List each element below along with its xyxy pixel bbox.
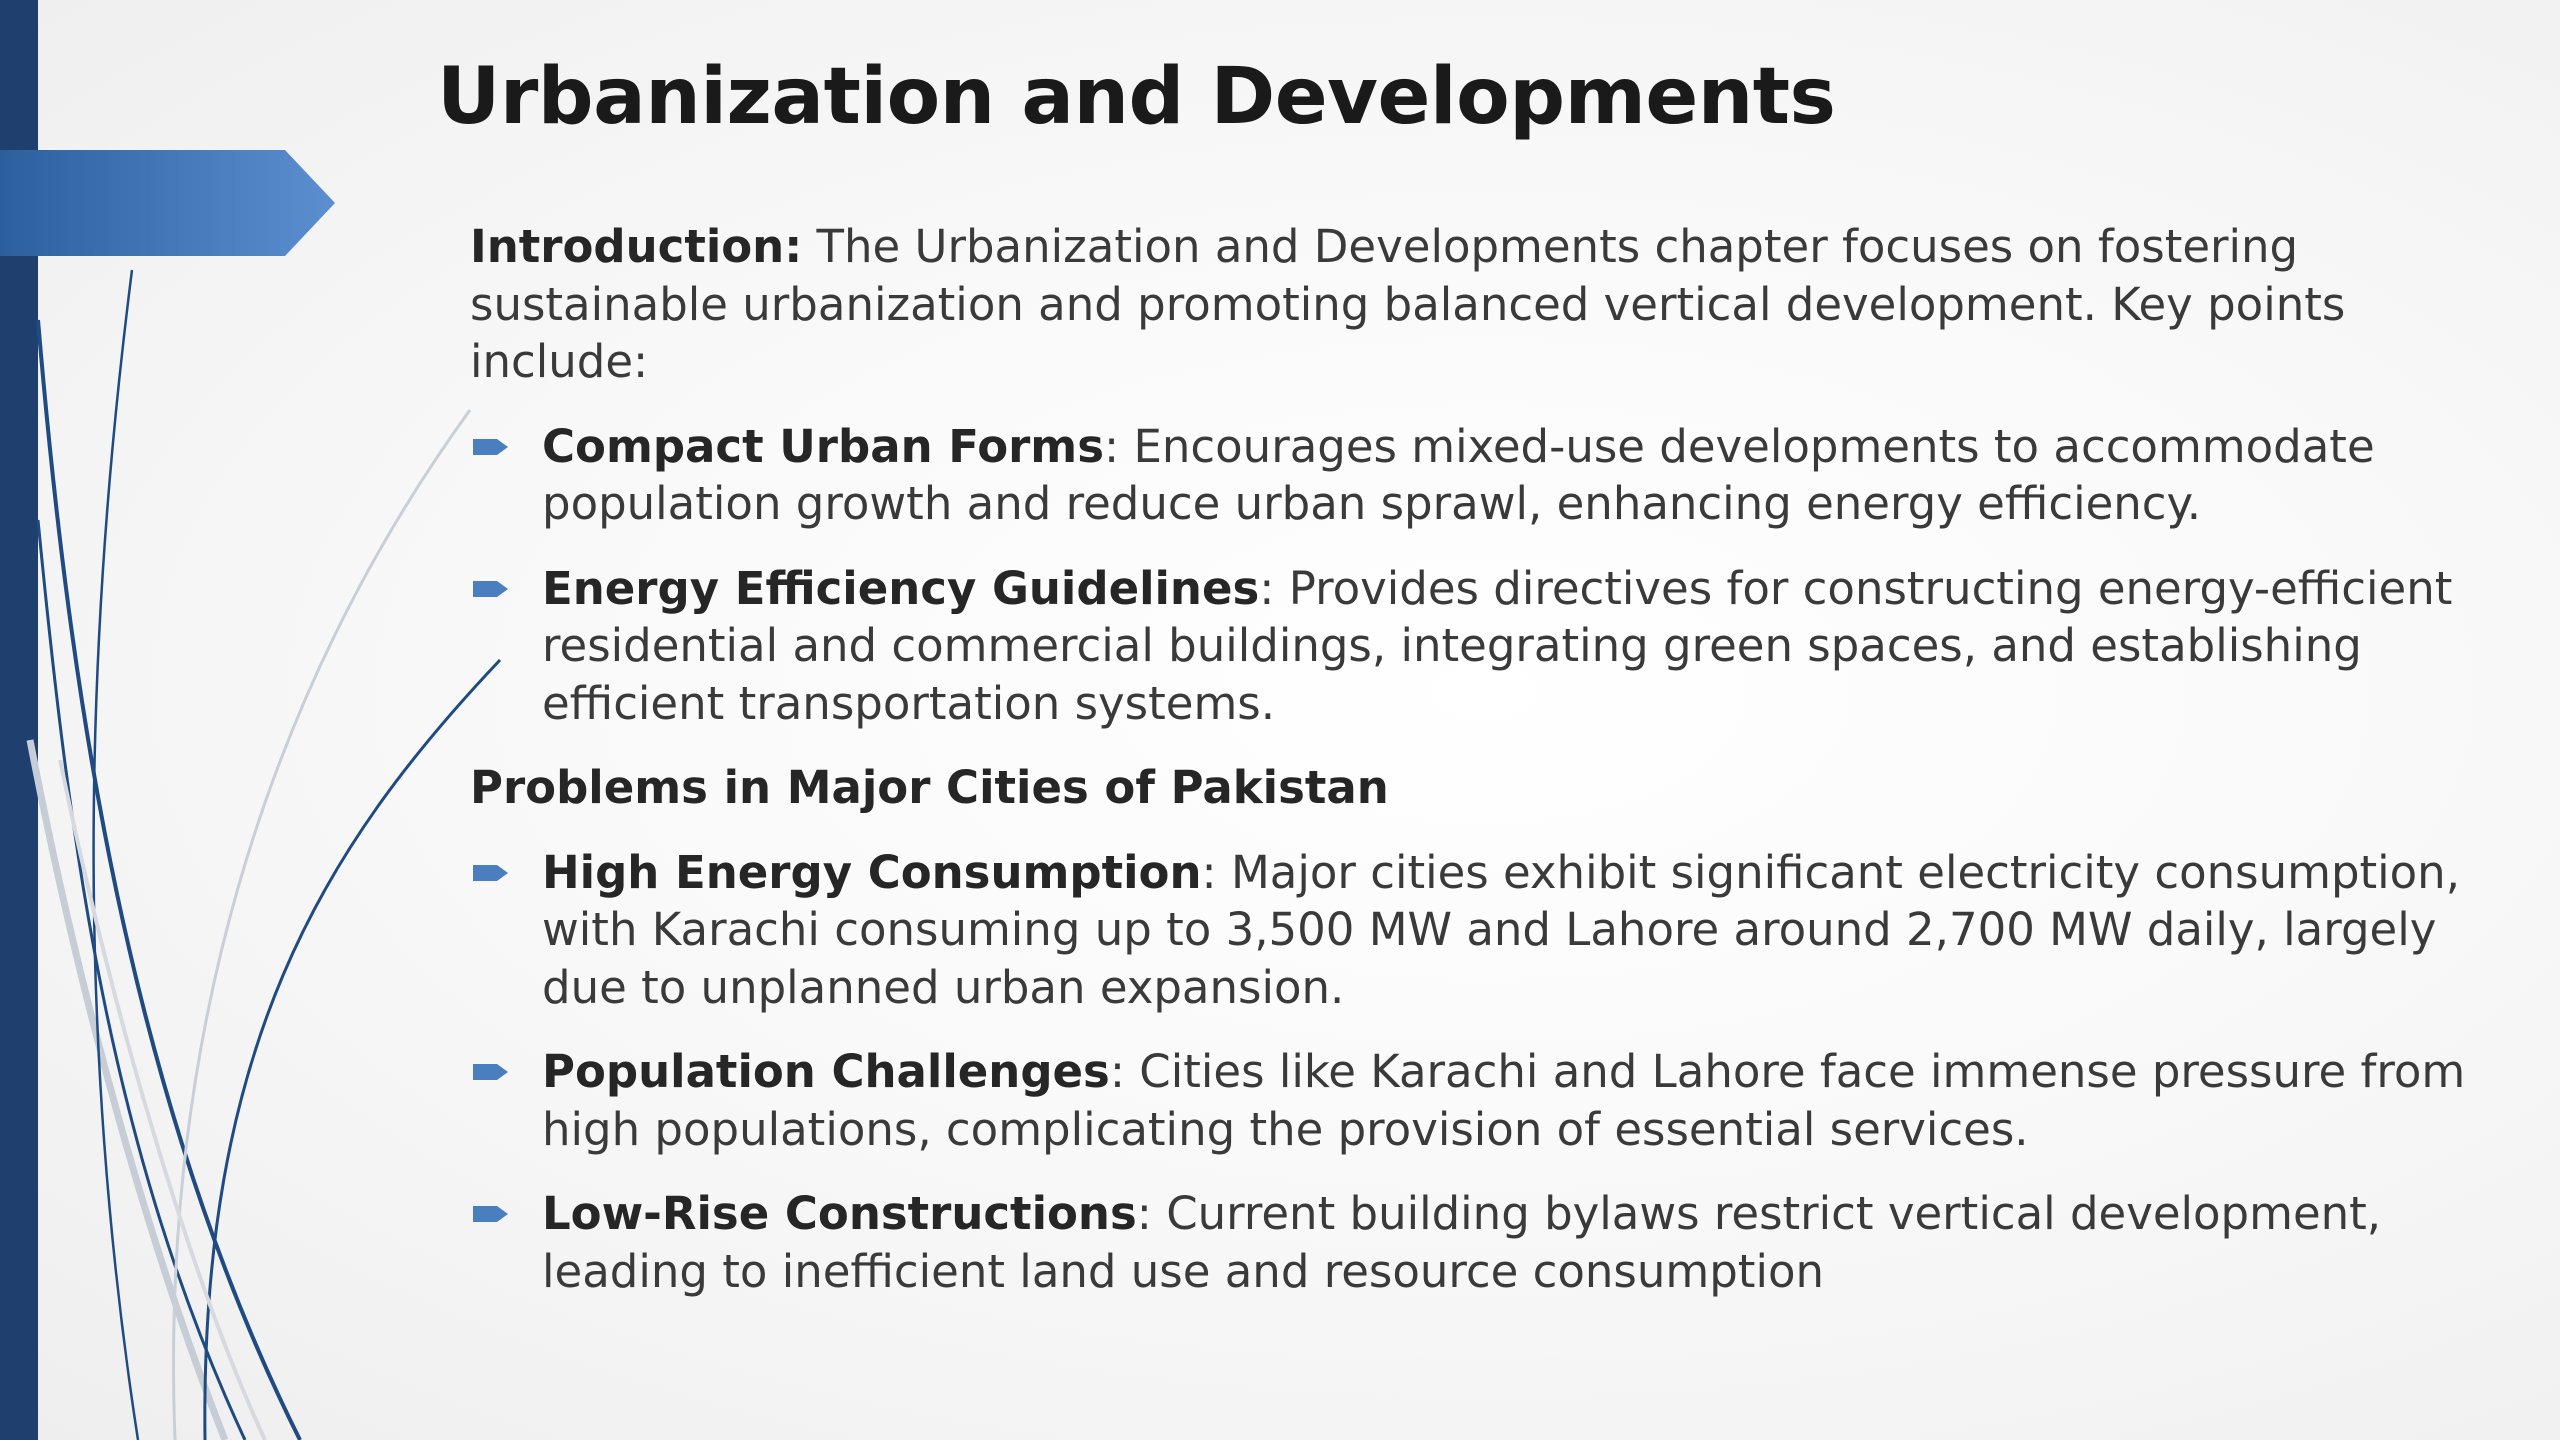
bullet-text: : Provides directives for constructing energy-efficient residential and commercial buildings, integrating green spaces, and establishing efficient transportation systems. (542, 561, 2453, 730)
problems-heading: Problems in Major Cities of Pakistan (470, 761, 1389, 814)
bullet-item (470, 1185, 2510, 1300)
arrow-bullet-icon (473, 438, 509, 456)
arrow-bullet-icon (473, 1205, 509, 1223)
bullet-text: : Major cities exhibit significant electricity consumption, with Karachi consuming up to 3,500 MW and Lahore around 2,700 MW daily, largely due to unplanned urban expansion. (542, 845, 2461, 1014)
arrow-bullet-icon (473, 1063, 509, 1081)
bullet-term: Compact Urban Forms (542, 419, 1104, 473)
intro-text: The Urbanization and Developments chapter focuses on fostering sustainable urbanization and promoting balanced vertical development. Key points include: (470, 220, 2346, 388)
bullet-item (470, 844, 2510, 1017)
slide-title: Urbanization and Developments (437, 52, 1836, 142)
bullet-term: High Energy Consumption (542, 845, 1202, 899)
bullet-text: : Encourages mixed-use developments to accommodate population growth and reduce urban sprawl, enhancing energy efficiency. (542, 419, 2375, 530)
bullet-term: Energy Efficiency Guidelines (542, 561, 1260, 615)
bullet-item (470, 560, 2510, 733)
intro-label: Introduction: (470, 220, 803, 273)
decorative-swooshes (0, 0, 520, 1440)
slide-body (470, 218, 2510, 1327)
bullet-text: : Cities like Karachi and Lahore face immense pressure from high populations, complicating the provision of essential services. (542, 1045, 2466, 1156)
bullet-term: Population Challenges (542, 1045, 1110, 1098)
bullet-term: Low-Rise Constructions (542, 1187, 1137, 1240)
bullet-item (470, 1043, 2510, 1158)
arrow-bullet-icon (473, 580, 509, 598)
intro-paragraph (470, 218, 2510, 391)
arrow-bullet-icon (473, 864, 509, 882)
bullet-text: : Current building bylaws restrict vertical development, leading to inefficient land use and resource consumption (542, 1187, 2382, 1298)
bullet-item (470, 418, 2510, 533)
